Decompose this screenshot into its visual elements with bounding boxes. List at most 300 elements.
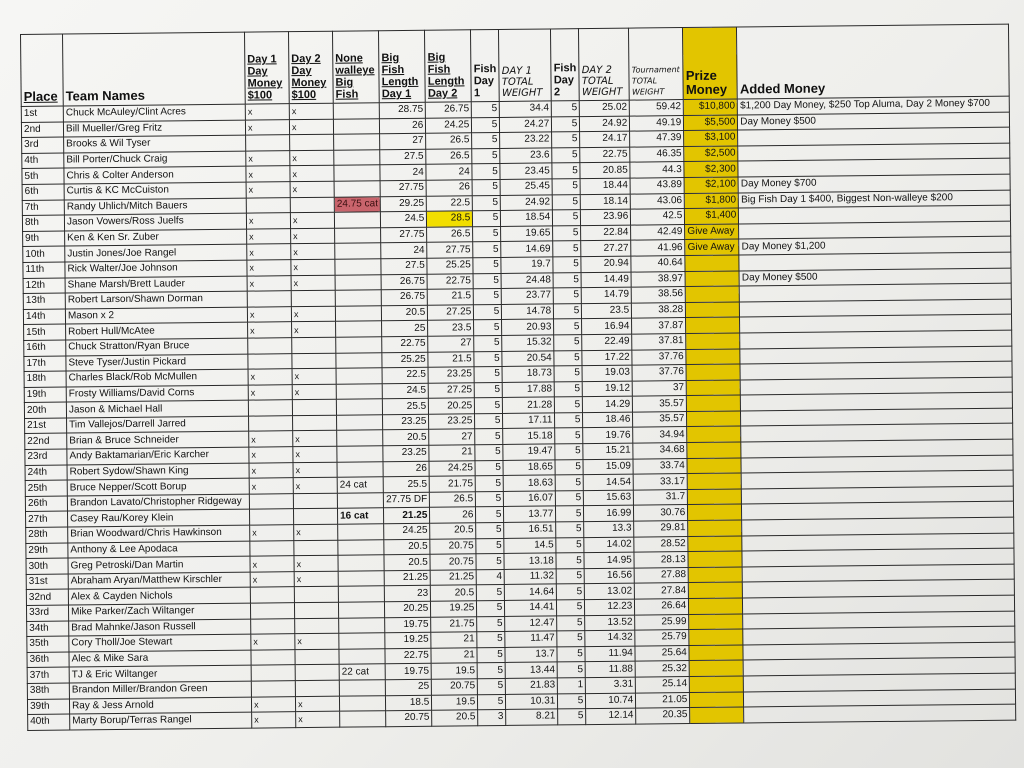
cell-day1-money: x [246,150,290,166]
cell-bf-length-day2: 27 [429,429,475,445]
cell-place: 12th [23,278,65,294]
cell-place: 14th [23,309,65,325]
cell-bf-length-day1: 24.25 [384,523,430,539]
cell-bf-length-day2: 26 [426,180,472,196]
cell-day1-weight: 17.11 [503,413,555,429]
cell-total-weight: 30.76 [634,505,688,521]
cell-fish-day1: 5 [473,273,501,289]
cell-bf-length-day2: 19.5 [432,694,478,710]
cell-big-fish [337,430,383,446]
cell-day2-weight: 16.94 [582,318,632,334]
cell-day1-money: x [249,462,293,478]
cell-day1-weight: 18.73 [502,366,554,382]
cell-team: Jason & Michael Hall [66,400,248,417]
cell-day1-money: x [251,696,295,712]
col-header-fish-day1: Fish Day 1 [471,29,500,101]
cell-prize [686,380,740,396]
cell-day1-weight: 21.83 [506,678,558,694]
cell-place: 7th [22,200,64,216]
cell-day2-weight: 3.31 [586,677,636,693]
cell-prize [687,442,741,458]
cell-place: 10th [23,246,65,262]
cell-place: 40th [28,714,70,730]
cell-day1-weight: 24.27 [500,117,552,133]
cell-day1-money: x [252,712,296,728]
cell-day1-money: x [246,182,290,198]
cell-fish-day2: 5 [557,646,585,662]
cell-day1-weight: 25.45 [500,179,552,195]
cell-day1-weight: 18.54 [501,210,553,226]
cell-day1-weight: 17.88 [502,382,554,398]
col-header-total-weight: Tournament TOTAL WEIGHT [629,28,684,101]
cell-added: Day Money $700 [738,174,1010,192]
cell-day1-weight: 8.21 [506,709,558,725]
cell-big-fish [338,571,384,587]
cell-team: Chuck Stratton/Ryan Bruce [66,338,248,355]
cell-prize: $3,100 [684,130,738,146]
cell-total-weight: 37.76 [632,365,686,381]
cell-total-weight: 59.42 [630,100,684,116]
cell-fish-day1: 5 [475,460,503,476]
cell-fish-day1: 5 [475,445,503,461]
cell-day1-money [251,665,295,681]
cell-fish-day2: 5 [552,101,580,117]
cell-team: Randy Uhlich/Mitch Bauers [64,198,246,215]
cell-team: Rick Walter/Joe Johnson [65,260,247,277]
cell-fish-day1: 5 [472,179,500,195]
cell-fish-day1: 5 [473,289,501,305]
cell-place: 26th [25,496,67,512]
cell-day1-money [250,540,294,556]
cell-day1-weight: 24.48 [501,272,553,288]
cell-day2-weight: 14.79 [581,287,631,303]
col-header-day1-money: Day 1 Day Money $100 [244,32,289,104]
cell-team: Andy Baktamarian/Eric Karcher [67,447,249,464]
cell-day2-weight: 14.02 [584,537,634,553]
cell-bf-length-day1: 28.75 [379,102,425,118]
cell-bf-length-day2: 21 [429,445,475,461]
cell-fish-day2: 5 [554,366,582,382]
cell-place: 37th [27,667,69,683]
cell-day1-money [251,618,295,634]
cell-team: Brian Woodward/Chris Hawkinson [68,525,250,542]
cell-place: 29th [26,543,68,559]
cell-team: Mike Parker/Zach Wiltanger [68,603,250,620]
cell-bf-length-day1: 27.75 [380,180,426,196]
cell-day1-weight: 20.54 [502,350,554,366]
cell-fish-day1: 5 [473,226,501,242]
cell-day2-weight: 11.94 [585,646,635,662]
cell-team: TJ & Eric Wiltanger [69,665,251,682]
cell-day2-weight: 17.22 [582,350,632,366]
cell-day1-weight: 13.44 [505,662,557,678]
cell-day2-money: x [294,555,338,571]
cell-prize [688,536,742,552]
cell-fish-day1: 5 [473,195,501,211]
cell-prize [690,676,744,692]
cell-big-fish [338,524,384,540]
cell-bf-length-day1: 25 [382,321,428,337]
cell-fish-day2: 5 [556,537,584,553]
cell-team: Frosty Williams/David Corns [66,385,248,402]
cell-day1-weight: 15.32 [502,335,554,351]
cell-bf-length-day2: 24.25 [426,117,472,133]
cell-day1-money [251,649,295,665]
cell-bf-length-day2: 23.25 [428,367,474,383]
cell-big-fish [335,243,381,259]
cell-day2-weight: 15.09 [583,459,633,475]
cell-day2-weight: 15.21 [583,443,633,459]
cell-day1-money [250,587,294,603]
cell-prize [690,707,744,723]
cell-day1-money: x [247,260,291,276]
cell-day1-weight: 13.18 [504,553,556,569]
cell-big-fish [335,227,381,243]
cell-fish-day2: 5 [557,584,585,600]
cell-team: Bill Mueller/Greg Fritz [63,120,245,137]
cell-total-weight: 43.06 [631,193,685,209]
cell-bf-length-day2: 21 [431,648,477,664]
cell-fish-day2: 5 [554,335,582,351]
cell-prize [689,582,743,598]
cell-fish-day2: 5 [552,163,580,179]
cell-place: 16th [24,340,66,356]
cell-day1-weight: 23.22 [500,132,552,148]
cell-day1-money [247,291,291,307]
cell-big-fish [337,446,383,462]
cell-bf-length-day1: 20.75 [386,710,432,726]
cell-day1-money: x [247,306,291,322]
cell-fish-day2: 5 [557,615,585,631]
cell-day1-weight: 34.4 [500,101,552,117]
cell-fish-day1: 5 [475,429,503,445]
cell-day1-money [246,197,290,213]
cell-day2-weight: 24.17 [580,131,630,147]
cell-day1-weight: 11.32 [504,569,556,585]
cell-big-fish [336,321,382,337]
cell-prize [686,364,740,380]
cell-team: Charles Black/Rob McMullen [66,369,248,386]
cell-day2-money [295,665,339,681]
cell-team: Mason x 2 [65,307,247,324]
cell-day2-weight: 13.3 [584,521,634,537]
cell-prize [687,458,741,474]
cell-prize [690,692,744,708]
cell-bf-length-day2: 26.5 [430,492,476,508]
cell-day2-money [295,649,339,665]
cell-day1-weight: 18.63 [503,475,555,491]
cell-day2-money [293,415,337,431]
cell-bf-length-day2: 24.25 [429,460,475,476]
cell-fish-day2: 5 [553,272,581,288]
cell-big-fish: 22 cat [339,664,385,680]
cell-day1-weight: 13.77 [504,506,556,522]
cell-day2-weight: 27.27 [581,240,631,256]
cell-place: 33rd [26,605,68,621]
cell-day1-money: x [245,119,289,135]
col-header-day2-weight: DAY 2 TOTAL WEIGHT [579,28,630,101]
cell-place: 4th [22,153,64,169]
cell-total-weight: 43.89 [630,178,684,194]
cell-big-fish [334,165,380,181]
cell-team: Ken & Ken Sr. Zuber [65,229,247,246]
cell-prize [687,395,741,411]
cell-day2-money: x [292,384,336,400]
cell-prize [687,426,741,442]
cell-team: Robert Larson/Shawn Dorman [65,291,247,308]
cell-fish-day1: 5 [472,133,500,149]
cell-bf-length-day1: 26 [383,461,429,477]
cell-total-weight: 25.64 [635,645,689,661]
cell-day1-weight: 23.6 [500,148,552,164]
cell-place: 39th [27,699,69,715]
cell-total-weight: 29.81 [634,521,688,537]
cell-day2-money [293,509,337,525]
cell-bf-length-day1: 23 [384,586,430,602]
cell-fish-day2: 5 [557,662,585,678]
cell-total-weight: 40.64 [631,255,685,271]
cell-day1-money: x [250,571,294,587]
cell-bf-length-day1: 27.75 [381,227,427,243]
cell-fish-day1: 5 [474,304,502,320]
cell-bf-length-day2: 22.75 [427,273,473,289]
cell-day2-money: x [295,633,339,649]
cell-total-weight: 28.52 [634,536,688,552]
cell-total-weight: 42.49 [631,224,685,240]
cell-team: Bruce Nepper/Scott Borup [67,478,249,495]
cell-bf-length-day2: 27 [428,336,474,352]
cell-bf-length-day1: 25.5 [382,399,428,415]
cell-total-weight: 47.39 [630,131,684,147]
cell-day2-weight: 13.02 [585,584,635,600]
cell-day2-weight: 18.14 [581,194,631,210]
cell-bf-length-day1: 24 [380,165,426,181]
cell-bf-length-day2: 20.5 [431,585,477,601]
cell-team: Greg Petroski/Dan Martin [68,556,250,573]
cell-fish-day1: 5 [477,585,505,601]
cell-place: 22nd [25,434,67,450]
cell-day2-money [292,353,336,369]
cell-day1-weight: 19.65 [501,226,553,242]
cell-big-fish [337,461,383,477]
cell-fish-day2: 5 [556,506,584,522]
cell-bf-length-day2: 19.5 [431,663,477,679]
cell-prize: $1,800 [684,193,738,209]
cell-bf-length-day1: 25 [385,679,431,695]
cell-bf-length-day2: 22.5 [427,195,473,211]
cell-fish-day1: 5 [476,554,504,570]
cell-fish-day1: 5 [477,616,505,632]
cell-total-weight: 44.3 [630,162,684,178]
cell-total-weight: 49.19 [630,115,684,131]
cell-big-fish: 16 cat [337,508,383,524]
cell-team: Robert Hull/McAtee [66,322,248,339]
cell-prize [688,489,742,505]
cell-team: Anthony & Lee Apodaca [68,541,250,558]
cell-bf-length-day2: 21.75 [431,616,477,632]
cell-day2-weight: 19.03 [582,365,632,381]
cell-bf-length-day1: 27.5 [380,149,426,165]
cell-day2-money: x [291,275,335,291]
cell-day1-weight: 12.47 [505,616,557,632]
cell-day1-weight: 19.47 [503,444,555,460]
cell-big-fish [336,399,382,415]
cell-bf-length-day2: 26.5 [426,133,472,149]
cell-day2-weight: 20.94 [581,256,631,272]
cell-bf-length-day2: 20.5 [430,523,476,539]
cell-day2-money: x [293,446,337,462]
cell-total-weight: 28.13 [634,552,688,568]
cell-day1-weight: 11.47 [505,631,557,647]
cell-team: Casey Rau/Korey Klein [68,510,250,527]
cell-big-fish: 24 cat [337,477,383,493]
cell-prize [687,473,741,489]
cell-place: 36th [27,652,69,668]
cell-total-weight: 35.57 [633,411,687,427]
cell-bf-length-day1: 19.75 [385,664,431,680]
cell-fish-day2: 5 [552,179,580,195]
cell-big-fish [334,212,380,228]
cell-day2-weight: 14.29 [583,396,633,412]
cell-fish-day1: 5 [477,663,505,679]
cell-day2-money [290,134,334,150]
cell-fish-day1: 5 [475,413,503,429]
cell-day2-weight: 14.32 [585,630,635,646]
cell-day1-money [248,338,292,354]
cell-fish-day2: 5 [555,428,583,444]
cell-place: 13th [23,293,65,309]
cell-team: Robert Sydow/Shawn King [67,463,249,480]
cell-day2-money [295,680,339,696]
cell-fish-day2: 5 [552,116,580,132]
cell-team: Jason Vowers/Ross Juelfs [64,213,246,230]
cell-day1-weight: 18.65 [503,460,555,476]
cell-day1-weight: 21.28 [503,397,555,413]
cell-fish-day2: 5 [556,522,584,538]
cell-place: 35th [27,636,69,652]
cell-day2-money: x [290,166,334,182]
cell-prize [688,504,742,520]
cell-place: 20th [24,402,66,418]
cell-day1-money: x [247,275,291,291]
cell-prize [685,286,739,302]
cell-place: 18th [24,371,66,387]
cell-day2-money: x [291,244,335,260]
cell-total-weight: 37 [632,380,686,396]
cell-fish-day1: 5 [475,398,503,414]
cell-total-weight: 37.81 [632,333,686,349]
col-header-fish-day2: Fish Day 2 [551,29,580,101]
results-body [21,96,1016,730]
cell-day2-money [293,493,337,509]
cell-day1-money [249,416,293,432]
cell-big-fish [337,493,383,509]
cell-prize: $1,400 [685,208,739,224]
cell-bf-length-day2: 20.75 [432,679,478,695]
cell-fish-day2: 5 [553,194,581,210]
cell-bf-length-day1: 26 [380,118,426,134]
cell-place: 38th [27,683,69,699]
cell-day2-money [295,618,339,634]
cell-day1-money: x [249,447,293,463]
cell-prize [685,255,739,271]
cell-fish-day1: 5 [474,367,502,383]
cell-total-weight: 33.74 [633,458,687,474]
cell-bf-length-day2: 21.75 [429,476,475,492]
cell-bf-length-day2: 19.25 [431,601,477,617]
cell-day2-weight: 11.88 [585,661,635,677]
cell-fish-day2: 5 [554,350,582,366]
cell-day1-money: x [250,556,294,572]
cell-day2-weight: 10.74 [586,693,636,709]
cell-bf-length-day1: 22.75 [385,648,431,664]
cell-fish-day2: 5 [554,381,582,397]
cell-place: 31st [26,574,68,590]
cell-bf-length-day1: 29.25 [380,196,426,212]
cell-team: Ray & Jess Arnold [69,697,251,714]
cell-fish-day1: 5 [477,600,505,616]
cell-bf-length-day1: 24 [381,243,427,259]
cell-day1-weight: 14.64 [505,584,557,600]
cell-big-fish [336,337,382,353]
header-row [21,24,1010,106]
cell-fish-day2: 5 [557,631,585,647]
cell-day1-money: x [248,322,292,338]
cell-team: Brandon Miller/Brandon Green [69,681,251,698]
cell-bf-length-day2: 20.25 [429,398,475,414]
cell-big-fish [338,602,384,618]
cell-total-weight: 20.35 [636,708,690,724]
cell-team: Brian & Bruce Schneider [67,432,249,449]
cell-bf-length-day1: 27.5 [381,258,427,274]
cell-bf-length-day1: 20.5 [382,305,428,321]
cell-total-weight: 42.5 [631,209,685,225]
cell-day1-money: x [247,244,291,260]
cell-bf-length-day2: 26.75 [426,102,472,118]
cell-prize [689,598,743,614]
cell-team: Chris & Colter Anderson [64,167,246,184]
cell-prize: $2,500 [684,146,738,162]
col-header-prize: Prize Money [683,27,738,100]
cell-fish-day2: 5 [553,210,581,226]
cell-place: 2nd [21,122,63,138]
col-header-place: Place [21,34,64,106]
cell-day1-money: x [246,213,290,229]
cell-big-fish [336,383,382,399]
cell-bf-length-day2: 24 [426,164,472,180]
cell-place: 15th [24,324,66,340]
cell-team: Brad Mahnke/Jason Russell [69,619,251,636]
cell-day1-weight: 15.18 [503,428,555,444]
cell-place: 34th [27,621,69,637]
cell-added: $1,200 Day Money, $250 Top Aluma, Day 2 Money $700 [738,96,1010,114]
cell-day2-money: x [291,259,335,275]
cell-prize [689,629,743,645]
cell-big-fish [340,711,386,727]
cell-added: Day Money $1,200 [739,236,1011,254]
cell-place: 25th [25,480,67,496]
cell-fish-day2: 5 [554,303,582,319]
cell-big-fish [336,368,382,384]
cell-prize [688,567,742,583]
cell-prize [686,348,740,364]
cell-place: 1st [21,106,63,122]
cell-day1-money [249,509,293,525]
cell-prize [686,317,740,333]
cell-place: 21st [25,418,67,434]
cell-fish-day2: 5 [557,600,585,616]
cell-fish-day2: 5 [556,553,584,569]
